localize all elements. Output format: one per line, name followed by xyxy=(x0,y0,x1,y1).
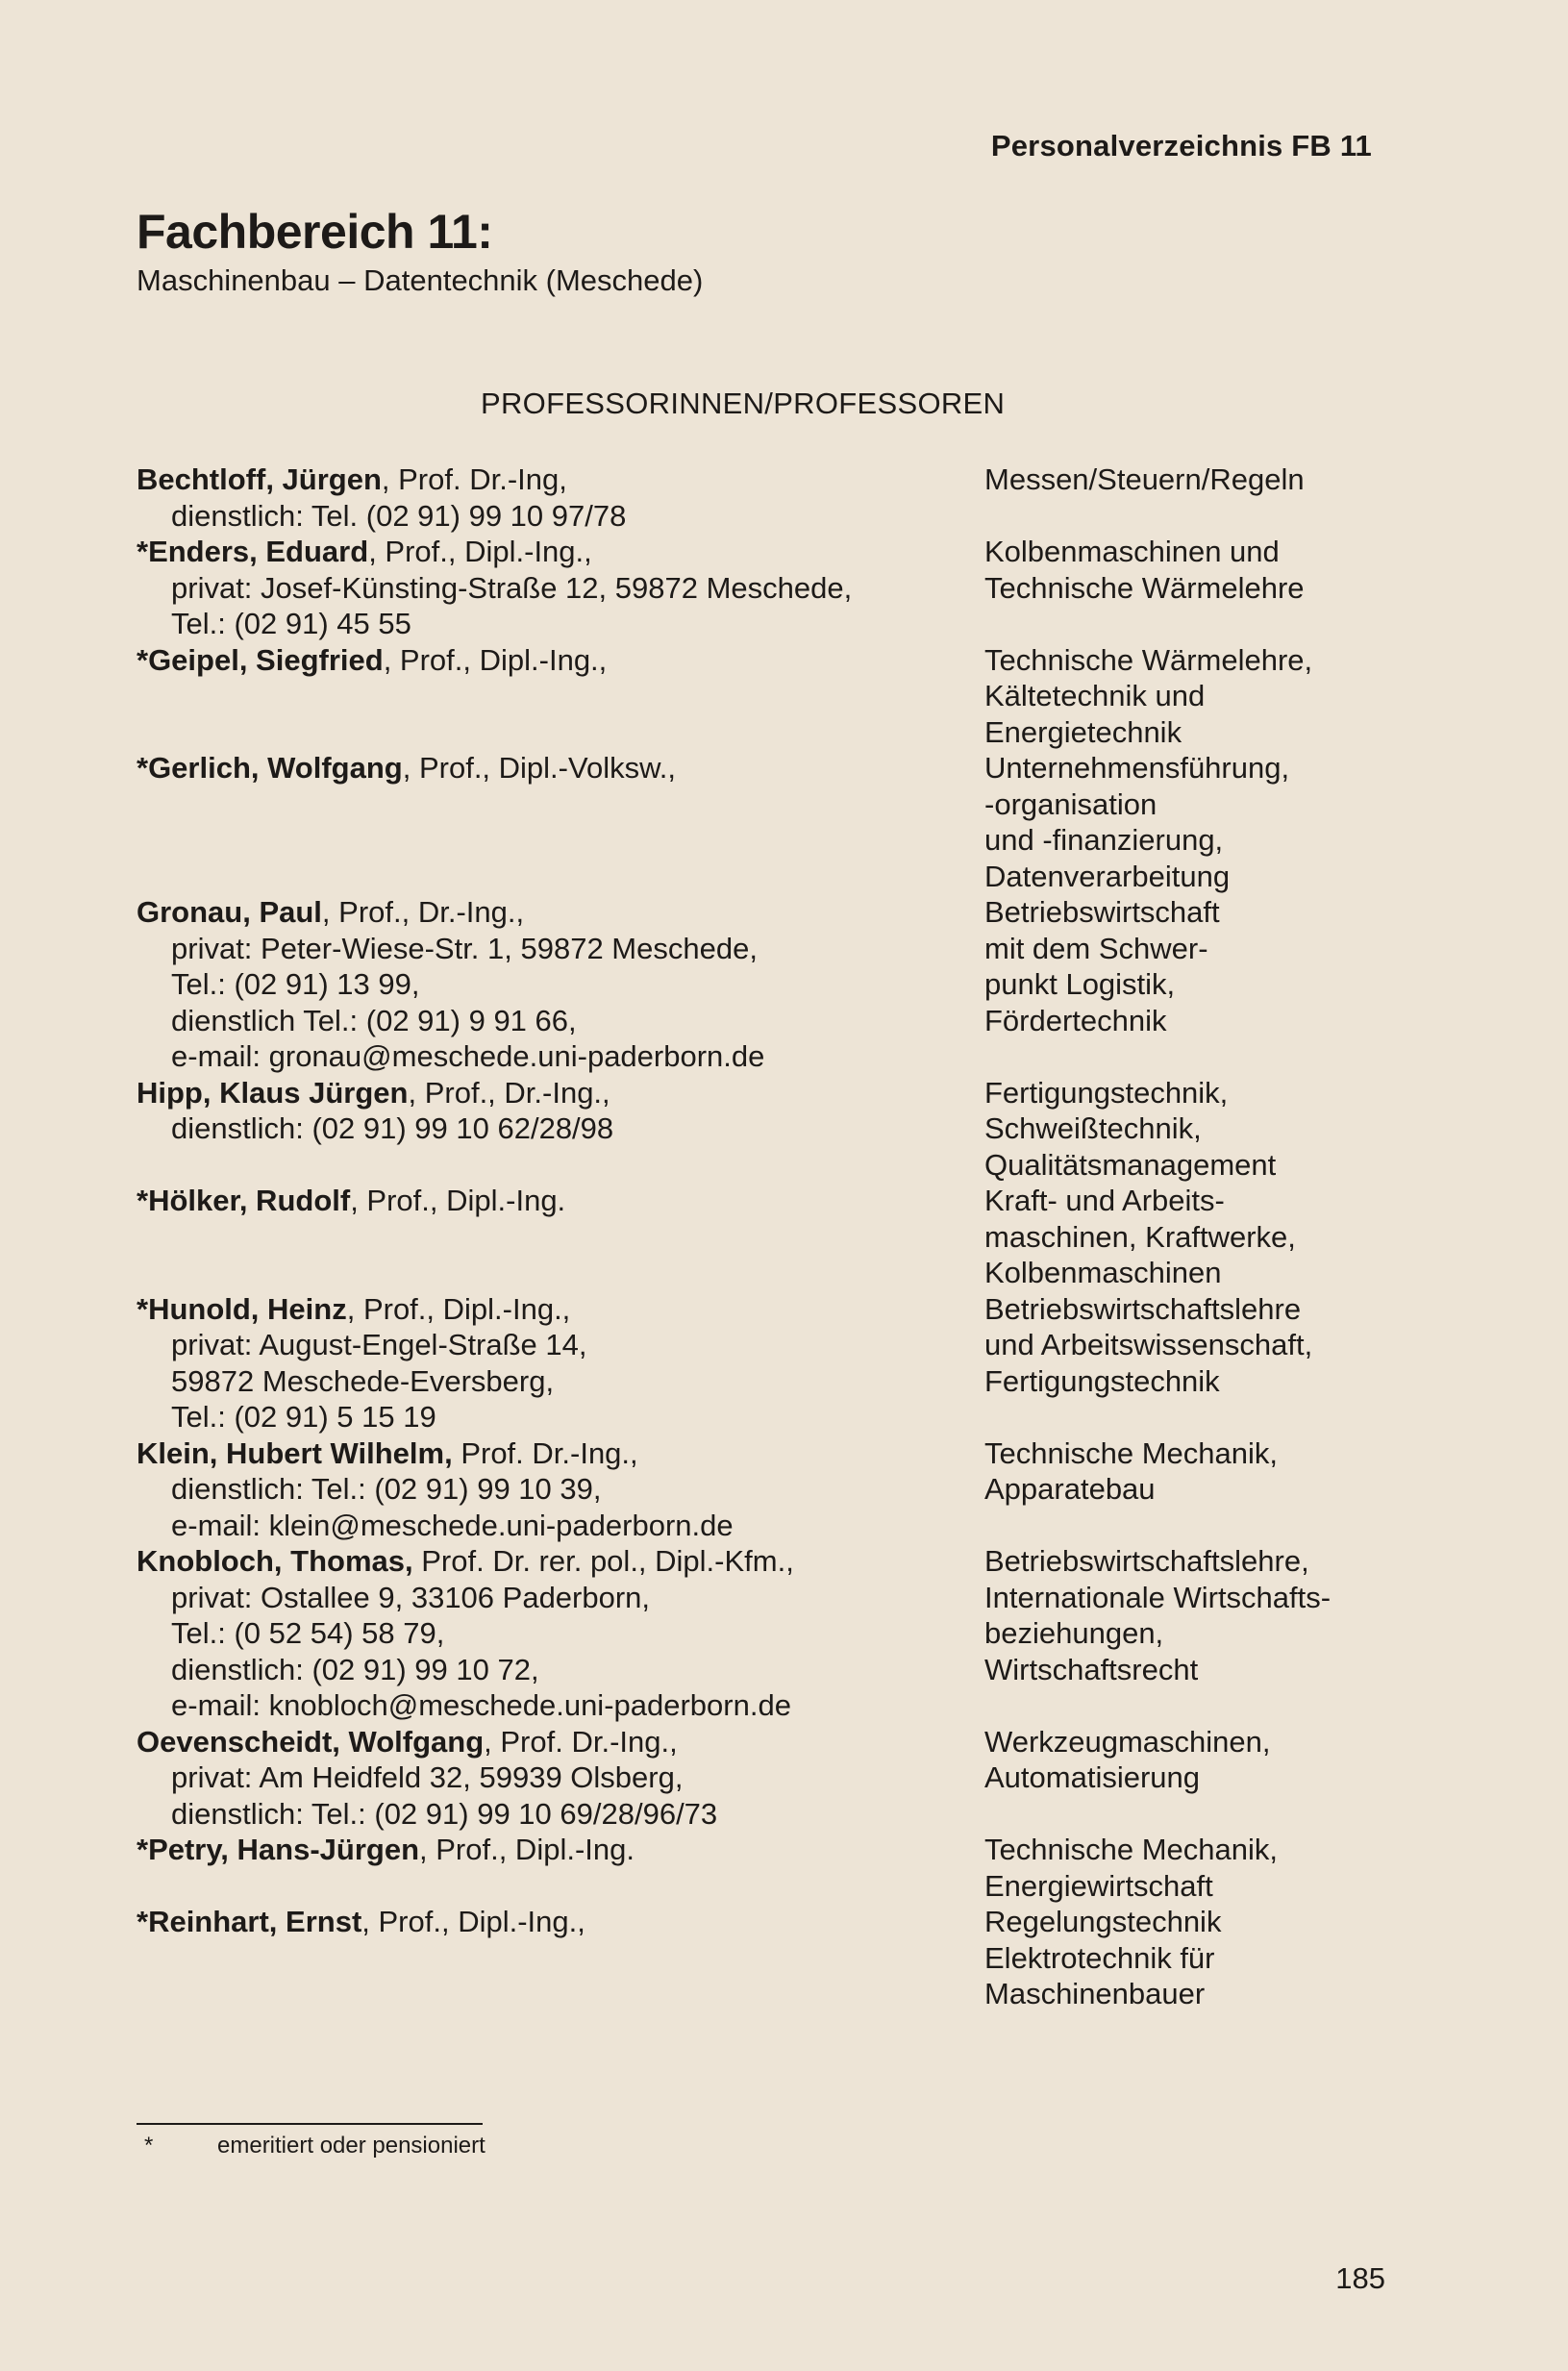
staff-subject: Unternehmensführung, xyxy=(984,751,1290,785)
staff-contact xyxy=(137,462,963,534)
staff-subject: beziehungen, xyxy=(984,1616,1164,1650)
staff-title: , Prof., Dr.-Ing., xyxy=(321,895,525,929)
staff-detail: dienstlich Tel.: (02 91) 9 91 66, xyxy=(171,1003,577,1037)
page-number: 185 xyxy=(1335,2261,1385,2295)
staff-subject: Kältetechnik und xyxy=(984,679,1206,712)
staff-subject: Internationale Wirtschafts- xyxy=(984,1580,1332,1614)
staff-name-line xyxy=(137,534,963,570)
staff-name-line xyxy=(137,1904,963,1940)
staff-subject: Betriebswirtschaft xyxy=(984,895,1220,929)
staff-contact xyxy=(137,642,963,679)
staff-detail: Tel.: (0 52 54) 58 79, xyxy=(171,1616,445,1650)
staff-name-line xyxy=(137,750,963,786)
staff-name: *Enders, Eduard xyxy=(137,535,369,568)
staff-detail: e-mail: gronau@meschede.uni-paderborn.de xyxy=(171,1039,765,1073)
staff-subject: Energietechnik xyxy=(984,714,1182,749)
staff-contact xyxy=(137,1435,963,1544)
staff-subject: Messen/Steuern/Regeln xyxy=(984,462,1305,496)
staff-subject: Technische Wärmelehre xyxy=(984,570,1305,605)
staff-subject: Elektrotechnik für xyxy=(984,1940,1215,1975)
staff-name: *Gerlich, Wolfgang xyxy=(137,751,403,785)
staff-detail: Tel.: (02 91) 45 55 xyxy=(171,607,411,640)
staff-subjects xyxy=(984,1291,1388,1400)
staff-subject: Regelungstechnik xyxy=(984,1905,1222,1938)
staff-name-line xyxy=(137,462,963,498)
staff-subject: Automatisierung xyxy=(984,1760,1201,1794)
staff-entry-hipp xyxy=(137,1075,1386,1184)
staff-subjects xyxy=(984,1435,1388,1508)
staff-name-line xyxy=(137,1075,963,1111)
staff-subject: Energiewirtschaft xyxy=(984,1868,1213,1903)
staff-name: *Hölker, Rudolf xyxy=(137,1184,351,1217)
staff-detail: 59872 Meschede-Eversberg, xyxy=(171,1363,555,1398)
page-title: Fachbereich 11: xyxy=(137,205,493,259)
staff-subject: Schweißtechnik, xyxy=(984,1111,1202,1145)
staff-contact xyxy=(137,1904,963,1940)
staff-entry-knobloch xyxy=(137,1543,1386,1724)
staff-subject: Maschinenbauer xyxy=(984,1977,1206,2010)
staff-detail: privat: Ostallee 9, 33106 Paderborn, xyxy=(171,1580,651,1614)
staff-entry-gronau xyxy=(137,894,1386,1075)
staff-contact xyxy=(137,534,963,642)
staff-subjects xyxy=(984,1543,1388,1687)
staff-entry-gerlich xyxy=(137,750,1386,894)
staff-subject: Kolbenmaschinen und xyxy=(984,535,1280,568)
staff-name-line xyxy=(137,1543,963,1580)
footnote xyxy=(144,2133,485,2159)
staff-name-line xyxy=(137,1832,963,1868)
staff-name: Knobloch, Thomas, xyxy=(137,1544,413,1578)
staff-contact xyxy=(137,894,963,1075)
staff-name-line xyxy=(137,642,963,679)
staff-subject: Datenverarbeitung xyxy=(984,859,1231,893)
staff-subject: Betriebswirtschaftslehre, xyxy=(984,1544,1309,1578)
staff-subject: und -finanzierung, xyxy=(984,823,1224,857)
staff-name-line xyxy=(137,1183,963,1219)
staff-entry-klein xyxy=(137,1435,1386,1544)
staff-subject: Apparatebau xyxy=(984,1472,1156,1506)
staff-list xyxy=(137,462,1386,2012)
staff-name: Oevenscheidt, Wolfgang xyxy=(137,1724,485,1759)
staff-subjects xyxy=(984,642,1388,751)
staff-name: *Geipel, Siegfried xyxy=(137,642,384,677)
staff-name: *Petry, Hans-Jürgen xyxy=(137,1833,420,1866)
staff-subject: Technische Mechanik, xyxy=(984,1833,1278,1866)
staff-entry-reinhart xyxy=(137,1904,1386,2012)
staff-entry-hunold xyxy=(137,1291,1386,1435)
staff-name-line xyxy=(137,1724,963,1760)
staff-subject: Fertigungstechnik, xyxy=(984,1075,1229,1110)
staff-subjects xyxy=(984,894,1388,1038)
staff-title: , Prof., Dipl.-Ing. xyxy=(419,1833,635,1866)
section-heading: PROFESSORINNEN/PROFESSOREN xyxy=(481,387,1006,420)
staff-subjects xyxy=(984,750,1388,894)
staff-name: *Hunold, Heinz xyxy=(137,1291,347,1326)
staff-subjects xyxy=(984,1183,1388,1291)
staff-subject: Werkzeugmaschinen, xyxy=(984,1724,1271,1759)
staff-detail: dienstlich: Tel.: (02 91) 99 10 39, xyxy=(171,1472,602,1506)
staff-title: , Prof., Dipl.-Ing., xyxy=(383,642,608,677)
staff-detail: privat: Peter-Wiese-Str. 1, 59872 Meschede, xyxy=(171,931,758,965)
staff-detail: dienstlich: (02 91) 99 10 72, xyxy=(171,1652,539,1686)
staff-subject: punkt Logistik, xyxy=(984,967,1176,1001)
staff-entry-petry xyxy=(137,1832,1386,1904)
staff-name-line xyxy=(137,1435,963,1472)
staff-contact xyxy=(137,1291,963,1435)
footnote-divider xyxy=(137,2123,483,2125)
staff-entry-geipel xyxy=(137,642,1386,751)
page-subtitle: Maschinenbau – Datentechnik (Meschede) xyxy=(137,263,704,297)
staff-subject: Fertigungstechnik xyxy=(984,1363,1220,1398)
staff-entry-bechtloff xyxy=(137,462,1386,534)
staff-entry-enders xyxy=(137,534,1386,642)
staff-detail: Tel.: (02 91) 5 15 19 xyxy=(171,1400,436,1434)
staff-subject: und Arbeitswissenschaft, xyxy=(984,1328,1313,1361)
staff-name: Gronau, Paul xyxy=(137,895,322,929)
staff-subject: Kraft- und Arbeits- xyxy=(984,1184,1225,1217)
staff-name: Hipp, Klaus Jürgen xyxy=(137,1075,409,1110)
staff-detail: dienstlich: Tel. (02 91) 99 10 97/78 xyxy=(171,498,627,533)
staff-subject: maschinen, Kraftwerke, xyxy=(984,1219,1296,1254)
staff-title: , Prof. Dr.-Ing, xyxy=(381,462,567,496)
staff-name: Bechtloff, Jürgen xyxy=(137,462,382,496)
staff-name-line xyxy=(137,1291,963,1328)
staff-subject: Wirtschaftsrecht xyxy=(984,1652,1199,1686)
staff-name: *Reinhart, Ernst xyxy=(137,1905,362,1938)
staff-contact xyxy=(137,1832,963,1868)
staff-subjects xyxy=(984,1075,1388,1184)
staff-subjects xyxy=(984,462,1388,498)
staff-title: , Prof., Dipl.-Ing., xyxy=(368,535,592,568)
staff-title: , Prof., Dipl.-Ing., xyxy=(361,1905,585,1938)
staff-title: , Prof. Dr.-Ing., xyxy=(484,1724,678,1759)
staff-detail: privat: Josef-Künsting-Straße 12, 59872 Meschede, xyxy=(171,570,853,605)
staff-subjects xyxy=(984,534,1388,606)
staff-detail: e-mail: knobloch@meschede.uni-paderborn.de xyxy=(171,1688,791,1722)
staff-subject: Technische Mechanik, xyxy=(984,1435,1278,1470)
staff-detail: Tel.: (02 91) 13 99, xyxy=(171,967,420,1001)
staff-subject: mit dem Schwer- xyxy=(984,931,1208,965)
staff-title: , Prof., Dr.-Ing., xyxy=(408,1075,610,1110)
staff-name: Klein, Hubert Wilhelm, xyxy=(137,1435,453,1470)
staff-subject: Fördertechnik xyxy=(984,1003,1167,1037)
staff-subject: -organisation xyxy=(984,786,1157,821)
staff-detail: privat: August-Engel-Straße 14, xyxy=(171,1328,587,1361)
running-title: Personalverzeichnis FB 11 xyxy=(990,129,1372,162)
staff-subject: Qualitätsmanagement xyxy=(984,1147,1277,1182)
staff-detail: privat: Am Heidfeld 32, 59939 Olsberg, xyxy=(171,1760,684,1794)
staff-detail: dienstlich: Tel.: (02 91) 99 10 69/28/96/73 xyxy=(171,1796,718,1831)
staff-detail: dienstlich: (02 91) 99 10 62/28/98 xyxy=(171,1111,614,1145)
staff-subject: Betriebswirtschaftslehre xyxy=(984,1291,1302,1326)
staff-subjects xyxy=(984,1724,1388,1796)
staff-title: Prof. Dr. rer. pol., Dipl.-Kfm., xyxy=(412,1544,794,1578)
staff-contact xyxy=(137,750,963,786)
staff-subjects xyxy=(984,1832,1388,1904)
staff-title: , Prof., Dipl.-Ing., xyxy=(346,1291,571,1326)
staff-title: , Prof., Dipl.-Volksw., xyxy=(402,751,676,785)
staff-subject: Kolbenmaschinen xyxy=(984,1256,1222,1289)
staff-entry-hoelker xyxy=(137,1183,1386,1291)
staff-name-line xyxy=(137,894,963,931)
staff-subject: Technische Wärmelehre, xyxy=(984,642,1313,677)
staff-contact xyxy=(137,1543,963,1724)
staff-subjects xyxy=(984,1904,1388,2012)
staff-contact xyxy=(137,1724,963,1833)
staff-title: , Prof., Dipl.-Ing. xyxy=(350,1184,566,1217)
staff-contact xyxy=(137,1075,963,1147)
staff-entry-oevenscheidt xyxy=(137,1724,1386,1833)
staff-title: Prof. Dr.-Ing., xyxy=(452,1435,638,1470)
staff-contact xyxy=(137,1183,963,1219)
footnote-mark: * xyxy=(144,2133,154,2159)
staff-detail: e-mail: klein@meschede.uni-paderborn.de xyxy=(171,1508,734,1542)
footnote-text: emeritiert oder pensioniert xyxy=(217,2133,485,2159)
